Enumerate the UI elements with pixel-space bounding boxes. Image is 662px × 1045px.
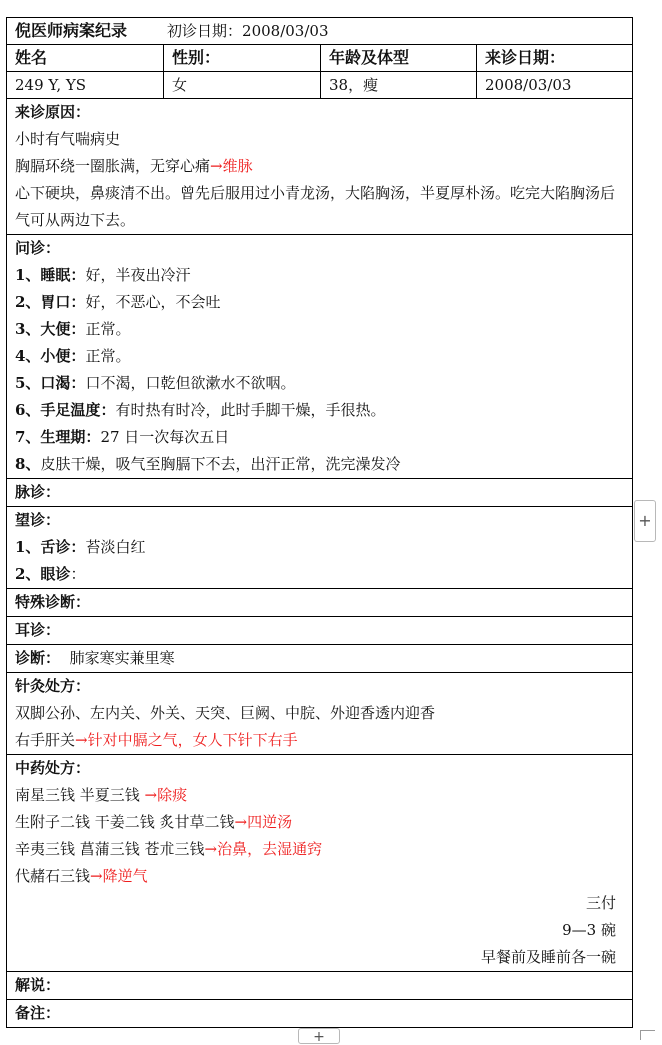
commentary-section[interactable] (7, 972, 633, 1000)
acupuncture-line-2-note: →针对中膈之气，女人下针下右手 (75, 731, 298, 749)
ear-heading: 耳诊： (15, 621, 61, 639)
inquiry-item (15, 370, 624, 397)
notes-heading: 备注： (15, 1004, 61, 1022)
reason-heading: 来诊原因： (15, 103, 91, 121)
inquiry-item-text: 正常。 (85, 347, 131, 365)
notes-section[interactable] (7, 1000, 633, 1028)
inquiry-item-label: 3、大便： (15, 320, 86, 338)
reason-line-1: 小时有气喘病史 (15, 130, 121, 148)
herb-line (15, 809, 624, 836)
patient-age-build[interactable]: 38，瘦 (321, 72, 477, 99)
herb-line-note: →四逆汤 (234, 813, 293, 831)
acupuncture-section[interactable] (7, 673, 633, 755)
inquiry-item-text: 有时热有时冷，此时手脚干燥，手很热。 (115, 401, 386, 419)
inquiry-item-label: 5、口渴： (15, 374, 86, 392)
patient-gender[interactable]: 女 (164, 72, 321, 99)
herb-dose: 三付 (585, 894, 616, 912)
diagnosis-line (15, 645, 624, 672)
commentary-heading: 解说： (15, 976, 61, 994)
reason-line-3: 心下硬块，鼻痰清不出。曾先后服用过小青龙汤，大陷胸汤，半夏厚朴汤。吃完大陷胸汤后气可从两边下去。 (15, 184, 616, 229)
inquiry-heading: 问诊： (15, 239, 61, 257)
eye-text: ： (70, 565, 86, 583)
pulse-section[interactable] (7, 479, 633, 507)
herb-water: 9—3 碗 (562, 921, 616, 939)
inquiry-item-text: 皮肤干燥，吸气至胸膈下不去，出汗正常，洗完澡发冷 (40, 455, 401, 473)
inquiry-item-text: 好，半夜出冷汗 (85, 266, 191, 284)
inquiry-item (15, 343, 624, 370)
herb-line (15, 782, 624, 809)
inquiry-item-label: 6、手足温度： (15, 401, 116, 419)
document-title[interactable]: 倪医师病案纪录 (15, 21, 128, 40)
pulse-heading: 脉诊： (15, 483, 61, 501)
patient-name[interactable]: 249 Y, YS (7, 72, 164, 99)
diagnosis-text: 肺家寒实兼里寒 (69, 649, 175, 667)
inquiry-item-label: 2、胃口： (15, 293, 86, 311)
inquiry-item (15, 262, 624, 289)
add-column-button[interactable]: + (634, 500, 656, 542)
herb-line-text: 南星三钱 半夏三钱 (15, 786, 145, 804)
diagnosis-heading: 诊断： (15, 649, 61, 667)
inquiry-section[interactable] (7, 235, 633, 479)
header-gender: 性别： (164, 45, 321, 72)
ear-section[interactable] (7, 617, 633, 645)
inquiry-item-text: 口不渴，口乾但欲漱水不欲咽。 (85, 374, 296, 392)
herb-line-text: 代赭石三钱 (15, 867, 91, 885)
reason-line-2-note: →维脉 (210, 157, 253, 175)
header-age-build: 年龄及体型 (321, 45, 477, 72)
herb-line-note: →降逆气 (90, 867, 148, 885)
tongue-text: 苔淡白红 (85, 538, 146, 556)
herb-line-text: 辛夷三钱 菖蒲三钱 苍朮三钱 (15, 840, 205, 858)
acupuncture-heading: 针灸处方： (15, 677, 91, 695)
inquiry-item (15, 397, 624, 424)
herb-line-note: →治鼻，去湿通窍 (204, 840, 323, 858)
eye-line (15, 561, 624, 588)
observation-heading: 望诊： (15, 511, 61, 529)
acupuncture-line-1: 双脚公孙、左内关、外关、天突、巨阙、中脘、外迎香透内迎香 (15, 704, 436, 722)
tongue-label: 1、舌诊： (15, 538, 86, 556)
header-row (7, 45, 633, 72)
acupuncture-line-2 (15, 727, 624, 754)
inquiry-item-label: 8、 (15, 455, 41, 473)
reason-line-2 (15, 153, 624, 180)
first-visit-label: 初诊日期： (167, 22, 243, 40)
observation-section[interactable] (7, 507, 633, 589)
herb-line-text: 生附子二钱 干姜二钱 炙甘草二钱 (15, 813, 235, 831)
title-row (7, 18, 633, 45)
herb-line-note: →除痰 (144, 786, 188, 804)
herbs-heading: 中药处方： (15, 759, 91, 777)
diagnosis-section[interactable] (7, 645, 633, 673)
special-section[interactable] (7, 589, 633, 617)
inquiry-item-label: 1、睡眠： (15, 266, 86, 284)
special-heading: 特殊诊断： (15, 593, 91, 611)
herb-line (15, 863, 624, 890)
record-table (6, 17, 633, 1028)
herb-line (15, 836, 624, 863)
medical-record-document (6, 17, 632, 1028)
eye-label: 2、眼诊 (15, 565, 71, 583)
inquiry-item (15, 316, 624, 343)
inquiry-item-label: 7、生理期： (15, 428, 101, 446)
acupuncture-line-2-text: 右手肝关 (15, 731, 76, 749)
add-row-button[interactable]: + (298, 1028, 340, 1044)
inquiry-item-label: 4、小便： (15, 347, 86, 365)
patient-visit-date[interactable]: 2008/03/03 (477, 72, 633, 99)
reason-line-2-text: 胸膈环绕一圈胀满，无穿心痛 (15, 157, 211, 175)
inquiry-item (15, 424, 624, 451)
inquiry-item (15, 289, 624, 316)
header-name: 姓名 (7, 45, 164, 72)
reason-section[interactable] (7, 99, 633, 235)
inquiry-item-text: 好，不恶心，不会吐 (85, 293, 221, 311)
inquiry-item (15, 451, 624, 478)
inquiry-item-text: 正常。 (85, 320, 131, 338)
value-row (7, 72, 633, 99)
inquiry-item-text: 27 日一次每次五日 (100, 428, 230, 446)
header-visit-date: 来诊日期： (477, 45, 633, 72)
herbs-section[interactable] (7, 755, 633, 972)
tongue-line (15, 534, 624, 561)
first-visit-date: 2008/03/03 (242, 22, 329, 40)
herb-timing: 早餐前及睡前各一碗 (480, 948, 616, 966)
